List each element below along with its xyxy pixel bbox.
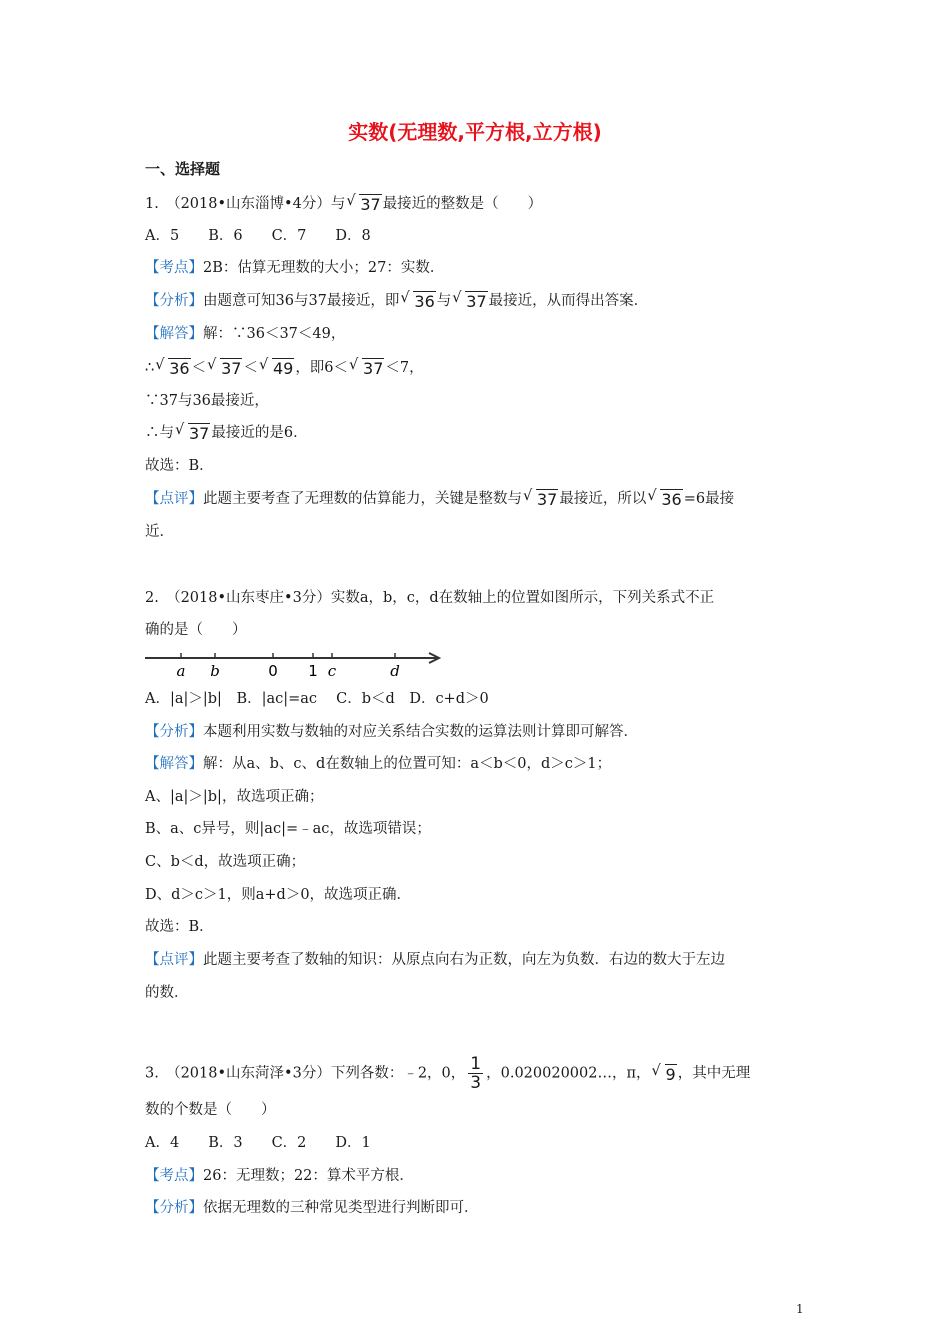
- q1-answer: 故选：B．: [145, 458, 214, 474]
- tag-jieda: 【解答】: [145, 326, 203, 342]
- q1-options: A．5 B．6 C．7 D．8: [145, 228, 371, 244]
- less-than: ＜: [191, 360, 207, 376]
- sqrt-36: √ 36: [647, 488, 682, 509]
- q2-line-a: A、|a|＞|b|，故选项正确；: [145, 789, 324, 805]
- q1-kaodian: [145, 258, 444, 278]
- less-than: ＜: [243, 360, 258, 376]
- q1-dianping-text-b: 最接近，所以: [559, 491, 647, 507]
- label-b: b: [210, 662, 220, 680]
- q2-dianping-text: 此题主要考查了数轴的知识：从原点向右为正数，向左为负数．右边的数大于左边: [203, 952, 725, 968]
- tag-fenxi: 【分析】: [145, 293, 203, 309]
- label-c: c: [327, 662, 337, 680]
- q3-kaodian: [145, 1166, 414, 1186]
- sqrt-36: √ 36: [155, 357, 190, 378]
- sqrt-37: √ 37: [452, 290, 487, 311]
- q1-line4: [145, 423, 308, 445]
- q3-stem2: 数的个数是（ ）: [145, 1102, 276, 1118]
- q2-options: A．|a|＞|b| B．|ac|=ac C．b＜d D．c+d＞0: [145, 691, 489, 707]
- q1-jieda-text: 解：∵36＜37＜49，: [203, 326, 346, 342]
- sqrt-37: √ 37: [207, 357, 242, 378]
- q1-dianping: [145, 489, 734, 511]
- q1-jieda: [145, 324, 345, 344]
- tag-jieda: 【解答】: [145, 756, 203, 772]
- q1-fenxi-text: 由题意可知36与37最接近，即: [203, 293, 400, 309]
- tag-dianping: 【点评】: [145, 952, 203, 968]
- q2-jieda: [145, 754, 611, 774]
- q1-line4-text-b: 最接近的是6．: [211, 425, 308, 441]
- q3-fenxi: [145, 1198, 479, 1218]
- q1-dianping-cont: 近．: [145, 524, 174, 540]
- q2-dianping: [145, 950, 725, 970]
- therefore: ∴: [145, 360, 155, 376]
- tag-fenxi: 【分析】: [145, 724, 203, 740]
- q3-stem: [145, 1055, 750, 1092]
- sqrt-9: √ 9: [651, 1062, 676, 1084]
- q1-stem: [145, 194, 542, 216]
- q3-stem-text: 3. （2018•山东菏泽•3分）下列各数：﹣2，0，: [145, 1065, 466, 1082]
- q2-line-c: C、b＜d，故选项正确；: [145, 854, 306, 870]
- fraction-one-third: $\frac{1}{3}$: [470, 1054, 482, 1093]
- label-d: d: [390, 662, 400, 680]
- page-number: 1: [796, 1302, 804, 1316]
- q1-fenxi-text-c: 最接近，从而得出答案．: [488, 293, 649, 309]
- tag-fenxi: 【分析】: [145, 1200, 203, 1216]
- q2-answer: 故选：B．: [145, 919, 214, 935]
- label-0: 0: [268, 662, 278, 680]
- q1-line4-text: ∴与: [145, 425, 174, 441]
- q1-fenxi: [145, 291, 648, 313]
- q2-stem: 2. （2018•山东枣庄•3分）实数a，b，c，d在数轴上的位置如图所示，下列关系式不正: [145, 590, 715, 606]
- q2-line-b: B、a、c异号，则|ac|=﹣ac，故选项错误；: [145, 821, 431, 837]
- sqrt-37: √ 37: [349, 357, 384, 378]
- q1-stem-text: 1. （2018•山东淄博•4分）与: [145, 196, 346, 212]
- q3-fenxi-text: 依据无理数的三种常见类型进行判断即可．: [203, 1200, 479, 1216]
- q2-jieda-text: 解：从a、b、c、d在数轴上的位置可知：a＜b＜0，d＞c＞1；: [203, 756, 612, 772]
- sqrt-49: √ 49: [258, 357, 294, 378]
- q1-line2-text: ，即6＜: [295, 360, 349, 376]
- q2-line-d: D、d＞c＞1，则a+d＞0，故选项正确．: [145, 887, 412, 903]
- q1-line2: [145, 358, 424, 380]
- q1-kaodian-text: 2B：估算无理数的大小；27：实数．: [203, 260, 445, 276]
- tag-dianping: 【点评】: [145, 491, 203, 507]
- q2-fenxi: [145, 722, 638, 742]
- q3-stem-text-b: ，0.020020002…，π，: [486, 1065, 651, 1082]
- q1-dianping-text-c: =6最接: [683, 491, 735, 507]
- sqrt-36: √ 36: [400, 290, 435, 311]
- q2-stem2: 确的是（ ）: [145, 622, 247, 638]
- sqrt-37: √ 37: [346, 193, 381, 214]
- q1-dianping-text: 此题主要考查了无理数的估算能力，关键是整数与: [203, 491, 522, 507]
- q1-line3: ∵37与36最接近，: [145, 393, 269, 409]
- q2-fenxi-text: 本题利用实数与数轴的对应关系结合实数的运算法则计算即可解答．: [203, 724, 638, 740]
- q3-kaodian-text: 26：无理数；22：算术平方根．: [203, 1168, 414, 1184]
- sqrt-37: √ 37: [523, 488, 558, 509]
- q1-line2-text-c: ＜7，: [385, 360, 424, 376]
- section-heading: 一、选择题: [145, 160, 221, 178]
- number-line-figure: [145, 648, 445, 682]
- q2-dianping-cont: 的数．: [145, 985, 189, 1001]
- tag-kaodian: 【考点】: [145, 1168, 203, 1184]
- q1-fenxi-and: 与: [436, 293, 452, 309]
- q3-stem-text-c: ，其中无理: [677, 1065, 751, 1082]
- q1-stem-text-b: 最接近的整数是（ ）: [382, 196, 543, 212]
- sqrt-37: √ 37: [175, 422, 210, 443]
- label-1: 1: [308, 662, 318, 680]
- label-a: a: [176, 662, 186, 680]
- q3-options: A．4 B．3 C．2 D．1: [145, 1135, 371, 1151]
- page-title: 实数(无理数,平方根,立方根): [348, 120, 602, 144]
- tag-kaodian: 【考点】: [145, 260, 203, 276]
